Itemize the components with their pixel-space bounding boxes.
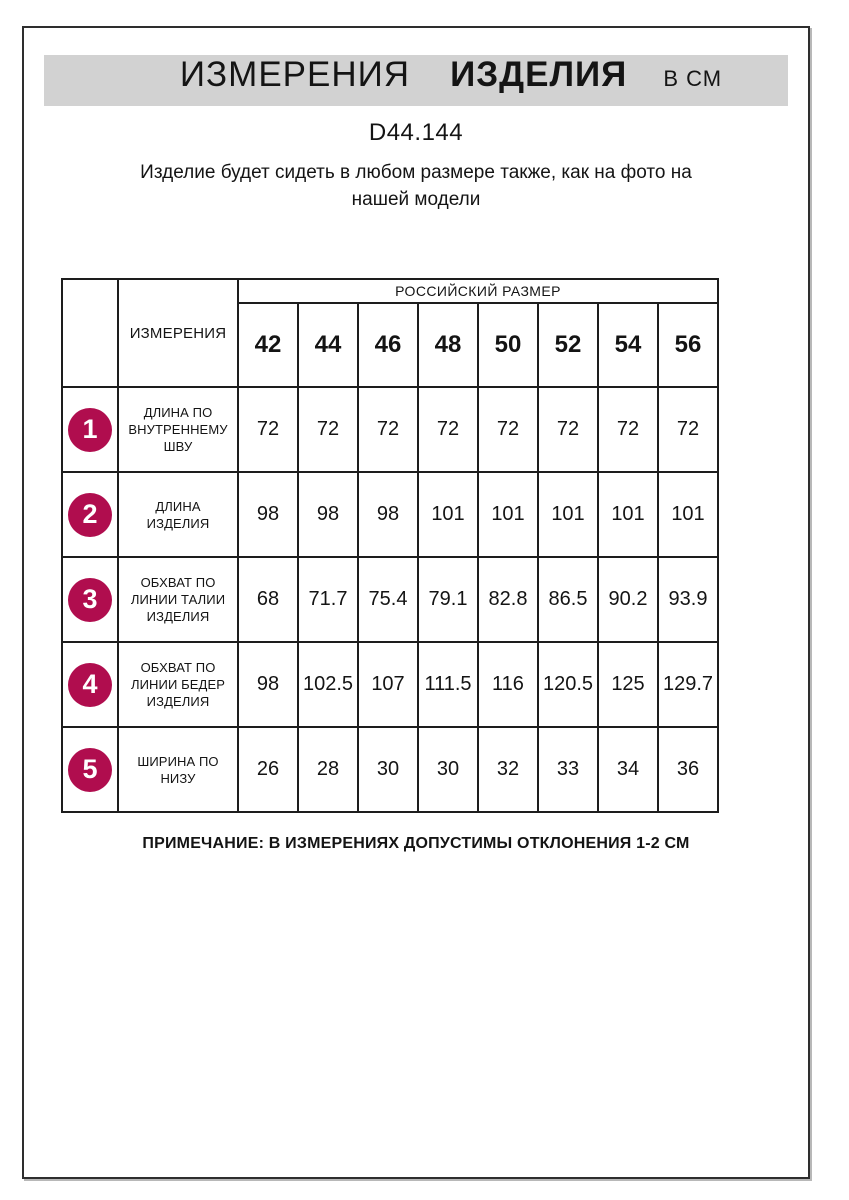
badge-cell [62, 557, 118, 642]
row-number-badge: 4 [68, 663, 112, 707]
measurement-value: 102.5 [298, 642, 358, 727]
russian-size-header: РОССИЙСКИЙ РАЗМЕР [238, 279, 718, 303]
measurement-value: 72 [478, 387, 538, 472]
measurement-value: 90.2 [598, 557, 658, 642]
table-row [62, 642, 718, 727]
measurement-label: ШИРИНА ПО НИЗУ [118, 727, 238, 812]
measurement-value: 33 [538, 727, 598, 812]
measurement-value: 98 [298, 472, 358, 557]
size-table-body [62, 279, 718, 812]
title-measurements: ИЗМЕРЕНИЯ [179, 55, 411, 94]
measurement-value: 72 [658, 387, 718, 472]
measurement-value: 75.4 [358, 557, 418, 642]
measurement-value: 107 [358, 642, 418, 727]
page-border-frame [22, 26, 810, 1179]
badge-cell [62, 727, 118, 812]
measurement-value: 72 [418, 387, 478, 472]
measurement-value: 111.5 [418, 642, 478, 727]
measurement-value: 72 [298, 387, 358, 472]
measurement-label: ДЛИНА ИЗДЕЛИЯ [118, 472, 238, 557]
measurement-value: 125 [598, 642, 658, 727]
title-product: ИЗДЕЛИЯ [450, 55, 628, 94]
size-header: 42 [238, 303, 298, 387]
size-table-wrap [61, 278, 719, 813]
table-row [62, 472, 718, 557]
measurement-value: 82.8 [478, 557, 538, 642]
size-header: 52 [538, 303, 598, 387]
measurement-value: 101 [478, 472, 538, 557]
measurement-value: 79.1 [418, 557, 478, 642]
badge-cell [62, 387, 118, 472]
badge-cell [62, 642, 118, 727]
measurement-value: 98 [238, 642, 298, 727]
row-number-badge: 3 [68, 578, 112, 622]
measurement-value: 30 [358, 727, 418, 812]
measurement-value: 101 [418, 472, 478, 557]
measurement-label: ОБХВАТ ПО ЛИНИИ ТАЛИИ ИЗДЕЛИЯ [118, 557, 238, 642]
table-row [62, 387, 718, 472]
size-header: 50 [478, 303, 538, 387]
measurement-value: 34 [598, 727, 658, 812]
model-code: D44.144 [368, 119, 464, 146]
measurement-value: 26 [238, 727, 298, 812]
group-header-row [62, 279, 718, 303]
size-table [61, 278, 719, 813]
measurement-value: 30 [418, 727, 478, 812]
measurement-value: 129.7 [658, 642, 718, 727]
size-header: 54 [598, 303, 658, 387]
measurement-value: 116 [478, 642, 538, 727]
measurement-value: 36 [658, 727, 718, 812]
corner-header: ИЗМЕРЕНИЯ [118, 279, 238, 387]
measurement-value: 71.7 [298, 557, 358, 642]
table-row [62, 557, 718, 642]
measurement-value: 72 [238, 387, 298, 472]
measurement-value: 28 [298, 727, 358, 812]
measurement-value: 98 [238, 472, 298, 557]
measurement-value: 72 [538, 387, 598, 472]
measurement-value: 120.5 [538, 642, 598, 727]
row-number-badge: 1 [68, 408, 112, 452]
measurement-value: 98 [358, 472, 418, 557]
measurement-value: 86.5 [538, 557, 598, 642]
measurement-value: 72 [358, 387, 418, 472]
measurement-label: ОБХВАТ ПО ЛИНИИ БЕДЕР ИЗДЕЛИЯ [118, 642, 238, 727]
measurement-value: 32 [478, 727, 538, 812]
row-number-badge: 5 [68, 748, 112, 792]
measurement-value: 101 [598, 472, 658, 557]
table-row [62, 727, 718, 812]
badge-cell [62, 472, 118, 557]
measurement-value: 93.9 [658, 557, 718, 642]
subtitle [24, 159, 808, 213]
measurement-value: 68 [238, 557, 298, 642]
measurement-value: 101 [658, 472, 718, 557]
title-bar [44, 55, 788, 106]
size-header: 46 [358, 303, 418, 387]
measurement-value: 72 [598, 387, 658, 472]
badge-spacer [62, 279, 118, 387]
size-header: 56 [658, 303, 718, 387]
size-header: 48 [418, 303, 478, 387]
measurement-label: ДЛИНА ПО ВНУТРЕННЕМУ ШВУ [118, 387, 238, 472]
size-header: 44 [298, 303, 358, 387]
title-unit-cm: В СМ [663, 66, 723, 91]
row-number-badge: 2 [68, 493, 112, 537]
subtitle-text: Изделие будет сидеть в любом размере также, как на фото на нашей модели [140, 162, 692, 210]
note-text: ПРИМЕЧАНИЕ: В ИЗМЕРЕНИЯХ ДОПУСТИМЫ ОТКЛОНЕНИЯ 1-2 СМ [142, 835, 690, 852]
measurement-value: 101 [538, 472, 598, 557]
